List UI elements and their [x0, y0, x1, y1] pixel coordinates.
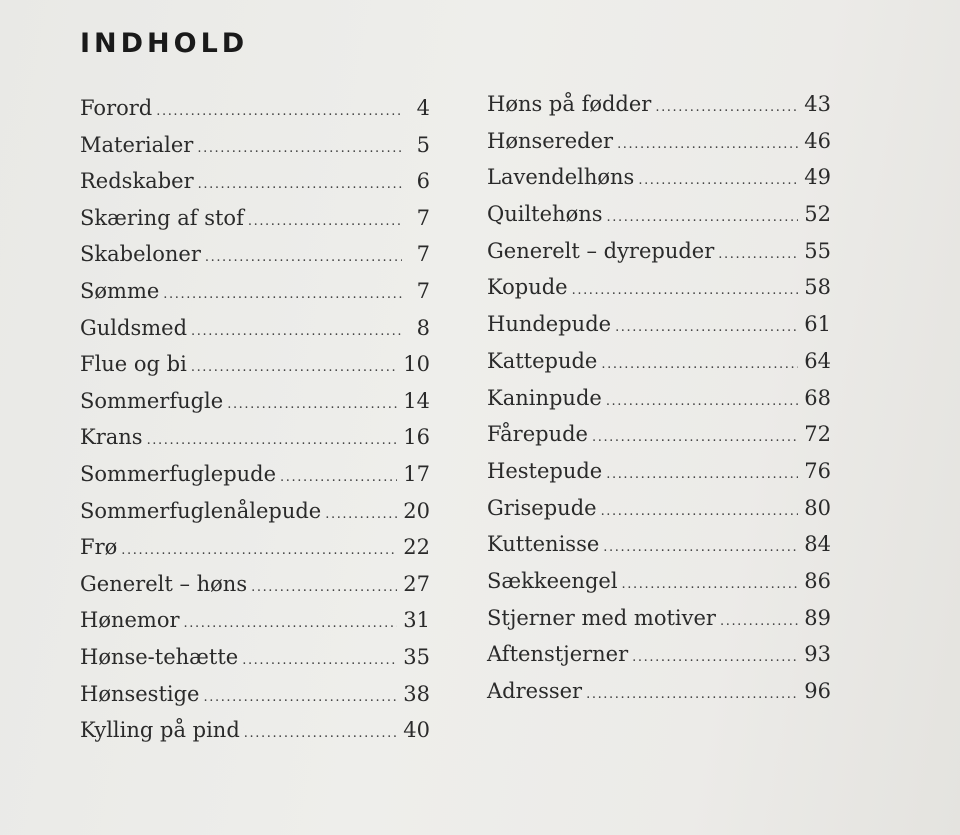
toc-entry: [80, 127, 430, 164]
toc-entry-title: Kuttenisse: [487, 532, 600, 557]
toc-entry-page-number: 89: [804, 605, 831, 630]
toc-entry-title: Lavendelhøns: [487, 165, 635, 190]
toc-entry: [487, 563, 831, 600]
toc-entry-title: Sommerfuglepude: [80, 461, 277, 486]
toc-entry-page-number: 4: [416, 96, 430, 120]
page-title: INDHOLD: [80, 28, 249, 59]
toc-leader-dots: [191, 314, 402, 351]
toc-entry-page-number: 20: [403, 498, 430, 523]
toc-entry-page-number: 55: [804, 238, 831, 263]
toc-entry: [487, 306, 831, 343]
toc-entry-page-number: 43: [804, 92, 831, 116]
toc-entry: [487, 159, 831, 196]
toc-entry: [487, 233, 831, 270]
toc-entry: [487, 86, 831, 123]
toc-entry-title: Hestepude: [487, 458, 603, 483]
toc-entry-page-number: 80: [804, 495, 831, 520]
toc-entry-title: Krans: [80, 425, 143, 450]
toc-left-column: [80, 90, 430, 749]
toc-leader-dots: [205, 240, 402, 277]
toc-entry-title: Hundepude: [487, 312, 612, 337]
toc-leader-dots: [586, 677, 798, 714]
toc-entry-title: Sækkeengel: [487, 568, 618, 593]
toc-entry: [80, 712, 430, 749]
toc-entry: [80, 602, 430, 639]
toc-entry: [80, 676, 430, 713]
toc-entry-title: Sømme: [80, 278, 160, 303]
toc-entry: [80, 383, 430, 420]
toc-leader-dots: [720, 604, 798, 641]
toc-entry: [80, 639, 430, 676]
toc-leader-dots: [607, 200, 799, 237]
toc-entry-title: Forord: [80, 96, 153, 120]
toc-entry-page-number: 22: [403, 535, 430, 560]
toc-leader-dots: [606, 457, 798, 494]
toc-leader-dots: [248, 204, 402, 241]
toc-entry-page-number: 58: [804, 275, 831, 300]
toc-entry-page-number: 7: [416, 242, 430, 267]
toc-entry-title: Stjerner med motiver: [487, 605, 716, 630]
toc-entry-page-number: 14: [403, 388, 430, 413]
toc-leader-dots: [198, 167, 402, 204]
toc-entry-title: Frø: [80, 535, 118, 560]
toc-entry: [80, 310, 430, 347]
toc-entry-page-number: 7: [416, 205, 430, 230]
toc-entry-page-number: 49: [804, 165, 831, 190]
toc-entry: [80, 236, 430, 273]
toc-leader-dots: [606, 384, 798, 421]
toc-entry-title: Guldsmed: [80, 315, 188, 340]
toc-entry-page-number: 10: [403, 352, 430, 377]
toc-leader-dots: [592, 420, 798, 457]
toc-entry: [80, 90, 430, 127]
toc-entry: [80, 163, 430, 200]
toc-leader-dots: [163, 277, 402, 314]
toc-leader-dots: [244, 716, 397, 753]
toc-entry-title: Sommerfuglenålepude: [80, 498, 322, 523]
toc-entry-page-number: 38: [403, 681, 430, 706]
toc-entry: [487, 269, 831, 306]
toc-leader-dots: [147, 423, 398, 460]
toc-leader-dots: [156, 94, 402, 131]
toc-entry: [487, 636, 831, 673]
toc-entry-title: Hønsestige: [80, 681, 200, 706]
toc-entry-page-number: 7: [416, 278, 430, 303]
toc-entry-title: Høns på fødder: [487, 92, 652, 116]
toc-entry: [487, 453, 831, 490]
toc-entry-title: Kaninpude: [487, 385, 602, 410]
toc-entry-title: Hønse-tehætte: [80, 644, 239, 669]
toc-entry-title: Generelt – dyrepuder: [487, 238, 715, 263]
toc-leader-dots: [617, 127, 798, 164]
toc-entry-page-number: 72: [804, 422, 831, 447]
toc-entry-page-number: 96: [804, 679, 831, 703]
toc-entry-title: Flue og bi: [80, 352, 187, 377]
toc-entry: [487, 343, 831, 380]
toc-entry-page-number: 40: [403, 718, 430, 743]
toc-entry-title: Kopude: [487, 275, 568, 300]
toc-entry-page-number: 17: [403, 461, 430, 486]
toc-entry: [80, 346, 430, 383]
toc-entry-title: Grisepude: [487, 495, 597, 520]
toc-entry-page-number: 31: [403, 608, 430, 633]
toc-leader-dots: [632, 640, 798, 677]
toc-entry-page-number: 16: [403, 425, 430, 450]
toc-entry-page-number: 35: [403, 644, 430, 669]
toc-entry: [487, 673, 831, 710]
toc-entry: [80, 529, 430, 566]
toc-entry-title: Sommerfugle: [80, 388, 224, 413]
toc-leader-dots: [121, 533, 397, 570]
toc-entry-page-number: 52: [804, 202, 831, 227]
toc-entry-page-number: 76: [804, 458, 831, 483]
toc-entry-page-number: 46: [804, 128, 831, 153]
toc-entry-page-number: 5: [416, 132, 430, 157]
toc-entry: [487, 123, 831, 160]
toc-entry: [487, 600, 831, 637]
toc-leader-dots: [242, 643, 397, 680]
toc-right-column: [487, 86, 831, 710]
toc-entry: [80, 273, 430, 310]
toc-entry: [487, 526, 831, 563]
toc-leader-dots: [197, 131, 402, 168]
toc-leader-dots: [184, 606, 398, 643]
toc-entry-title: Hønemor: [80, 608, 180, 633]
toc-entry: [487, 416, 831, 453]
toc-entry-page-number: 6: [416, 169, 430, 194]
toc-leader-dots: [601, 494, 799, 531]
toc-entry-page-number: 27: [403, 571, 430, 596]
toc-leader-dots: [638, 163, 798, 200]
toc-entry-page-number: 84: [804, 532, 831, 557]
toc-entry-title: Hønsereder: [487, 128, 614, 153]
toc-leader-dots: [191, 350, 397, 387]
toc-leader-dots: [227, 387, 397, 424]
toc-entry-title: Adresser: [487, 679, 583, 703]
toc-leader-dots: [615, 310, 798, 347]
toc-entry-page-number: 68: [804, 385, 831, 410]
toc-entry-page-number: 93: [804, 642, 831, 667]
toc-entry-title: Fårepude: [487, 422, 588, 447]
toc-entry: [80, 566, 430, 603]
toc-entry-title: Redskaber: [80, 169, 194, 194]
toc-entry-page-number: 61: [804, 312, 831, 337]
toc-entry-page-number: 86: [804, 568, 831, 593]
toc-leader-dots: [572, 273, 799, 310]
toc-leader-dots: [325, 497, 397, 534]
toc-entry-title: Skæring af stof: [80, 205, 244, 230]
toc-entry: [80, 419, 430, 456]
toc-entry-title: Generelt – høns: [80, 571, 248, 596]
toc-entry: [80, 200, 430, 237]
toc-entry: [487, 490, 831, 527]
toc-entry-title: Materialer: [80, 132, 194, 157]
toc-entry-title: Kattepude: [487, 348, 598, 373]
toc-entry: [80, 456, 430, 493]
toc-leader-dots: [280, 460, 397, 497]
toc-entry-title: Quiltehøns: [487, 202, 603, 227]
toc-entry: [487, 380, 831, 417]
toc-leader-dots: [204, 680, 398, 717]
toc-entry-title: Aftenstjerner: [487, 642, 629, 667]
toc-leader-dots: [603, 530, 798, 567]
toc-entry-title: Kylling på pind: [80, 718, 240, 743]
toc-entry: [80, 493, 430, 530]
toc-entry-page-number: 8: [416, 315, 430, 340]
toc-leader-dots: [601, 347, 798, 384]
toc-entry-title: Skabeloner: [80, 242, 201, 267]
toc-entry: [487, 196, 831, 233]
toc-leader-dots: [718, 237, 798, 274]
toc-leader-dots: [251, 570, 397, 607]
toc-leader-dots: [655, 90, 798, 127]
toc-entry-page-number: 64: [804, 348, 831, 373]
toc-leader-dots: [622, 567, 799, 604]
